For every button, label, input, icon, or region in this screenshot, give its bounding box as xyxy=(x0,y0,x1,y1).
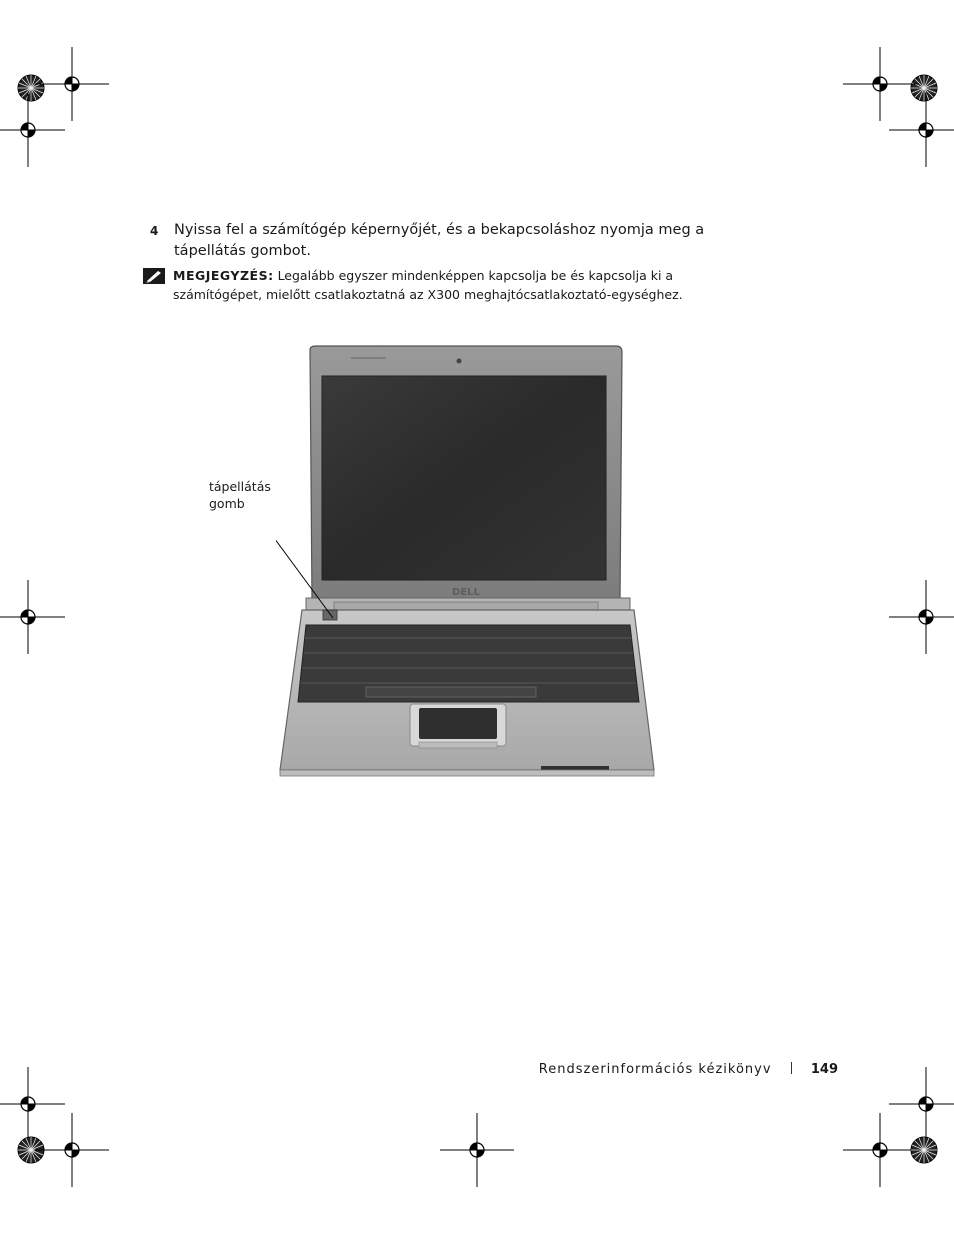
note-box xyxy=(143,266,703,304)
registration-cross xyxy=(440,1113,514,1187)
book-title: Rendszerinformációs kézikönyv xyxy=(538,1062,772,1077)
laptop-figure xyxy=(276,340,660,785)
registration-cross xyxy=(35,1113,109,1187)
registration-cross xyxy=(889,93,954,167)
registration-cross xyxy=(843,1113,917,1187)
registration-cross xyxy=(0,580,65,654)
touchpad-buttons xyxy=(419,742,497,748)
registration-cross xyxy=(843,47,917,121)
instruction-step xyxy=(150,220,740,262)
spacebar xyxy=(366,687,536,697)
registration-star-top-left xyxy=(18,75,44,101)
callout-label xyxy=(209,478,289,512)
touchpad xyxy=(419,708,497,739)
footer-separator xyxy=(791,1062,792,1074)
registration-cross xyxy=(0,93,65,167)
registration-cross xyxy=(35,47,109,121)
power-button xyxy=(323,610,337,620)
step-text: Nyissa fel a számítógép képernyőjét, és a bekapcsoláshoz nyomja meg a tápellátás gombot. xyxy=(174,222,705,259)
registration-star-bottom-right xyxy=(911,1137,937,1163)
registration-cross xyxy=(889,1067,954,1141)
pencil-note-icon xyxy=(143,268,165,284)
laptop-screen xyxy=(322,376,606,580)
registration-cross xyxy=(889,580,954,654)
page-number: 149 xyxy=(810,1062,838,1077)
webcam xyxy=(457,359,462,364)
note-text: Legalább egyszer mindenképpen kapcsolja be és kapcsolja ki a számítógépet, mielőtt csatlakoztatná az X300 meghajtócsatlakoztató-egységhez. xyxy=(173,268,683,302)
note-label: MEGJEGYZÉS: xyxy=(173,268,274,283)
step-number: 4 xyxy=(150,224,159,238)
note-content xyxy=(173,266,703,304)
registration-star-top-right xyxy=(911,75,937,101)
dell-logo: DELL xyxy=(452,587,480,598)
registration-cross xyxy=(0,1067,65,1141)
callout-line-2: gomb xyxy=(209,496,245,511)
callout-line-1: tápellátás xyxy=(209,479,271,494)
page-footer xyxy=(520,1062,838,1077)
